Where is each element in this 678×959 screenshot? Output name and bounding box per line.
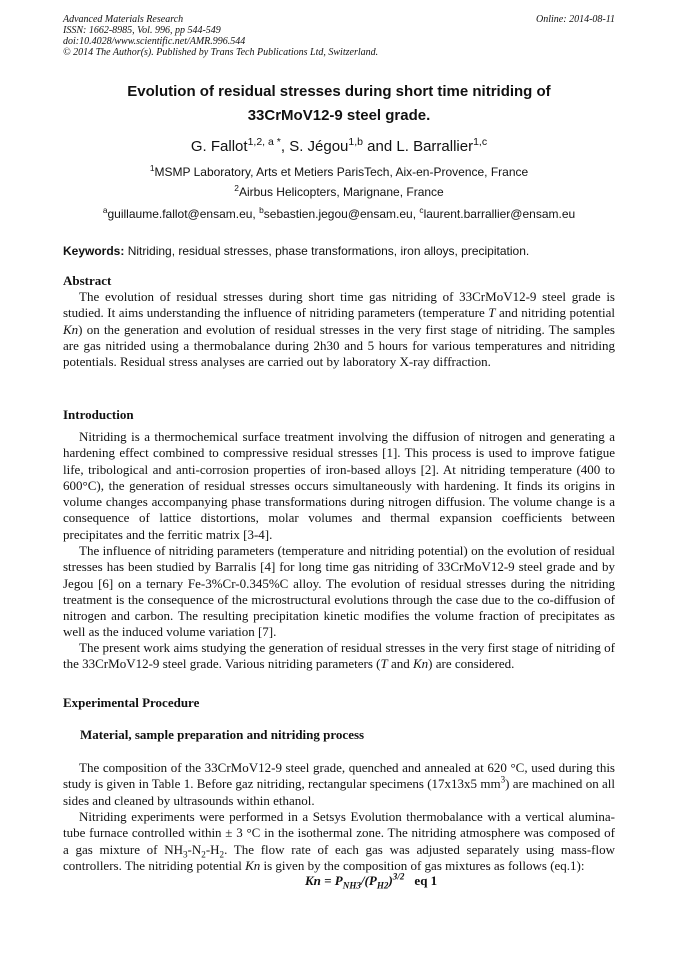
email-address: sebastien.jegou@ensam.eu, [263, 207, 420, 221]
introduction-paragraph-1: Nitriding is a thermochemical surface treatment involving the diffusion of nitrogen and generating a hardening effect combined to compressive residual stresses [1]. This process is used to improve fatigue life, tribological and anti-corrosion properties of iron-based alloys [2]. At nitriding temperature (400 to 600°C), the generation of residual stresses occurs simultaneously with hardening. It finds its origins in volume changes accompanying phase transformations during nitrogen diffusion. The volume change is a consequence of lattice distortions, molar volumes and thermal expansion coefficients between precipitates and the ferritic matrix [3-4]. [63, 429, 615, 542]
email-address: guillaume.fallot@ensam.eu, [107, 207, 260, 221]
equation-1 [305, 873, 437, 889]
symbol: T [380, 656, 388, 672]
keywords-label: Keywords: [63, 244, 125, 258]
paper-title [60, 80, 618, 128]
text-run: -N [187, 841, 202, 857]
equation-text: ) [388, 873, 393, 888]
author-emails [60, 206, 618, 222]
experimental-paragraph-1 [63, 760, 615, 809]
author-affiliation-mark: 1,2, a * [247, 136, 281, 148]
introduction-paragraph-2: The influence of nitriding parameters (temperature and nitriding potential) on the evolution of residual stresses has been studied by Barralis [4] for long time gas nitriding of 33CrMoV12-9 steel grade and by Jegou [6] on a ternary Fe-3%Cr-0.345%C alloy. The evolution of residual stresses during the nitriding treatment is the consequence of the microstructural evolutions through the case due to the co-diffusion of nitrogen and carbon. The resulting precipitation kinetic modifies the volume fraction of precipitates as well as the induced volume variation [7]. [63, 543, 615, 640]
text-run: ) on the generation and evolution of residual stresses in the very first stage of nitriding. The samples are gas nitrided using a thermobalance during 2h30 and 5 hours for various temperatures and nitriding potentials. Residual stress analyses are carried out by laboratory X-ray diffraction. [63, 321, 615, 370]
email-mark: a [102, 205, 108, 215]
journal-copyright: © 2014 The Author(s). Published by Trans Tech Publications Ltd, Switzerland. [63, 47, 379, 58]
text-run: ) are considered. [428, 656, 515, 672]
text-run: and [387, 656, 413, 672]
symbol: Kn [245, 857, 261, 873]
equation-label: eq 1 [414, 873, 438, 888]
affiliation-text: Airbus Helicopters, Marignane, France [238, 185, 444, 199]
equation-subscript: H2 [376, 880, 389, 891]
text-run: -H [205, 841, 220, 857]
equation-subscript: NH3 [342, 880, 361, 891]
affiliation-mark: 2 [234, 183, 239, 193]
title-line-2: 33CrMoV12-9 steel grade. [247, 107, 431, 124]
author-list [60, 137, 618, 157]
keywords [63, 243, 615, 259]
keywords-text: Nitriding, residual stresses, phase transformations, iron alloys, precipitation. [124, 244, 530, 258]
author-name: L. Barrallier [396, 138, 474, 155]
symbol: Kn [412, 656, 429, 672]
author-affiliation-mark: 1,c [473, 136, 488, 148]
author-affiliation-mark: 1,b [348, 136, 364, 148]
email-mark: b [259, 205, 264, 215]
journal-header [63, 14, 615, 58]
subscript: 2 [219, 849, 225, 860]
journal-doi: doi:10.4028/www.scientific.net/AMR.996.544 [63, 36, 246, 47]
journal-name: Advanced Materials Research [63, 14, 184, 25]
superscript: 3 [500, 774, 506, 785]
author-name: S. Jégou [289, 138, 349, 155]
text-run: Nitriding experiments were performed in a Setsys Evolution thermobalance with a vertical alumina-tube furnace controlled within ± 3 °C in the isothermal zone. The nitriding atmosphere was composed of a gas mixture of NH [63, 809, 615, 857]
abstract-heading: Abstract [63, 273, 112, 288]
introduction-heading: Introduction [63, 407, 134, 422]
symbol: Kn [63, 321, 79, 337]
author-separator: , [280, 138, 290, 155]
affiliation-mark: 1 [149, 163, 155, 173]
text-run: The composition of the 33CrMoV12-9 steel grade, quenched and annealed at 620 °C, used during this study is given in Table 1. Before gaz nitriding, rectangular specimens (17x13x5 mm [63, 760, 615, 792]
equation-superscript: 3/2 [392, 871, 405, 882]
online-date: Online: 2014-08-11 [536, 14, 615, 25]
text-run: The evolution of residual stresses during short time gas nitriding of 33CrMoV12-9 steel grade is studied. It aims understanding the influence of nitriding parameters (temperature [63, 289, 615, 321]
text-run: is given by the composition of gas mixtures as follows (eq.1): [260, 857, 585, 873]
email-address: laurent.barrallier@ensam.eu [423, 207, 576, 221]
text-run: . The flow rate of each gas was adjusted separately using mass-flow controllers. The nitriding potential [63, 841, 615, 873]
title-line-1: Evolution of residual stresses during short time nitriding of [127, 83, 551, 100]
text-run: ) are machined on all sides and cleaned by ultrasounds within ethanol. [63, 776, 615, 808]
equation-text: /(P [360, 873, 377, 888]
text-run: The present work aims studying the generation of residual stresses in the very first stage of nitriding of the 33CrMoV12-9 steel grade. Various nitriding parameters ( [63, 640, 615, 672]
email-mark: c [419, 205, 424, 215]
symbol: T [488, 305, 496, 321]
subscript: 3 [183, 849, 188, 860]
experimental-paragraph-2 [63, 809, 615, 874]
author-separator: and [363, 138, 397, 155]
journal-issn: ISSN: 1662-8985, Vol. 996, pp 544-549 [63, 25, 221, 36]
affiliation-1 [60, 164, 618, 180]
author-name: G. Fallot [190, 138, 248, 155]
affiliation-text: MSMP Laboratory, Arts et Metiers ParisTech, Aix-en-Provence, France [154, 165, 529, 179]
affiliation-2 [60, 184, 618, 200]
equation-text: Kn = P [305, 873, 343, 888]
experimental-heading: Experimental Procedure [63, 695, 200, 710]
abstract-paragraph [63, 289, 615, 370]
introduction-paragraph-3 [63, 640, 615, 673]
experimental-subheading: Material, sample preparation and nitriding process [80, 727, 365, 742]
subscript: 2 [201, 849, 206, 860]
text-run: and nitriding potential [495, 305, 615, 321]
